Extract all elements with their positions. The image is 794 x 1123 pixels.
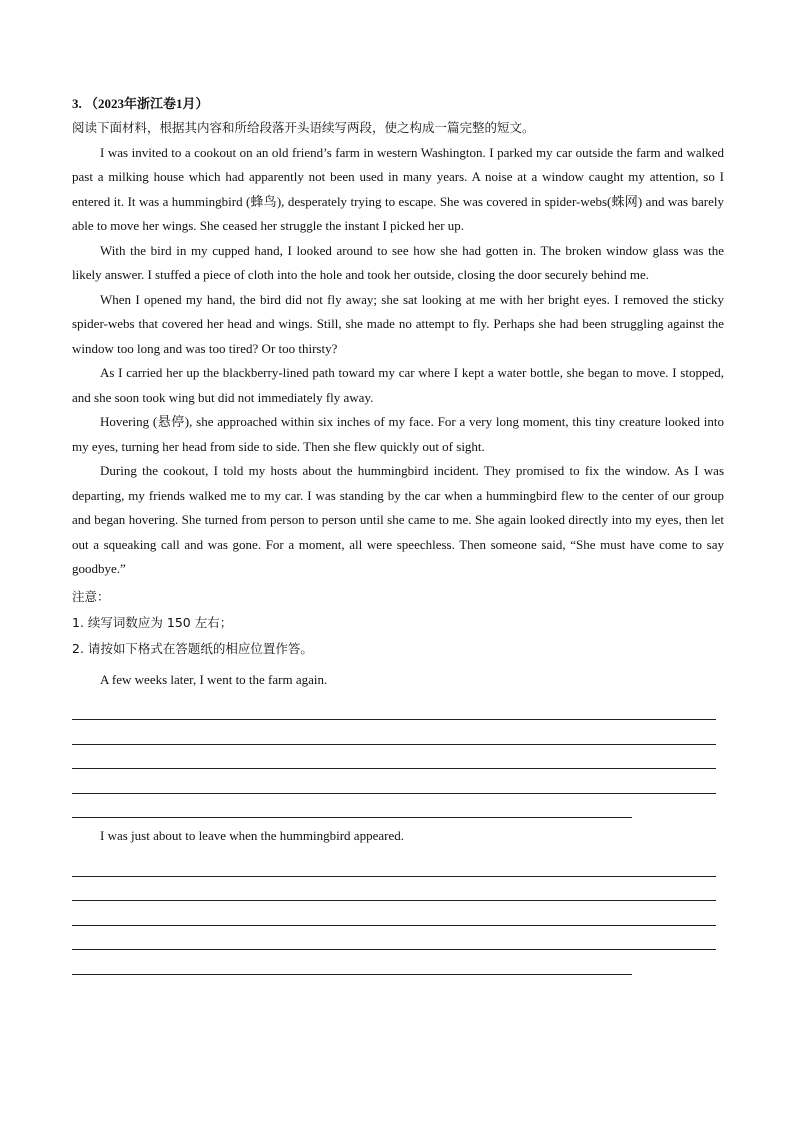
answer-line[interactable] <box>72 926 716 951</box>
question-source: （2023年浙江卷1月） <box>85 96 209 111</box>
answer-line[interactable] <box>72 950 632 975</box>
answer-line[interactable] <box>72 769 716 794</box>
answer-line[interactable] <box>72 794 632 819</box>
note-item-2: 2. 请按如下格式在答题纸的相应位置作答。 <box>72 640 313 656</box>
question-header <box>72 92 724 116</box>
passage-paragraph-4: As I carried her up the blackberry-lined path toward my car where I kept a water bottle, she began to move. I stopped, and she soon took wing but did not immediately fly away. <box>72 365 724 405</box>
paragraph-starter-1: A few weeks later, I went to the farm again. <box>100 671 328 687</box>
answer-lines-1[interactable] <box>72 696 724 819</box>
answer-line[interactable] <box>72 901 716 926</box>
answer-line[interactable] <box>72 877 716 902</box>
passage-paragraph-1: I was invited to a cookout on an old friend’s farm in western Washington. I parked my car outside the farm and walked past a milking house which had apparently not been used in many years. A noise at a window caught my attention, so I entered it. It was a hummingbird (蜂鸟), desperately trying to escape. She was covered in spider-webs(蛛网) and was barely able to move her wings. She ceased her struggle the instant I picked her up. <box>72 144 724 233</box>
document-page <box>72 92 724 975</box>
question-number: 3. <box>72 96 82 111</box>
answer-line[interactable] <box>72 852 716 877</box>
passage-paragraph-6: During the cookout, I told my hosts about the hummingbird incident. They promised to fix the window. As I was departing, my friends walked me to my car. I was standing by the car when a hummingbird flew to the center of our group and began hovering. She turned from person to person until she came to me. She again looked directly into my eyes, then let out a squeaking call and was gone. For a moment, all were speechless. Then someone said, “She must have come to say goodbye.” <box>72 463 724 576</box>
passage-paragraph-5: Hovering (悬停), she approached within six inches of my face. For a very long moment, this tiny creature looked into my eyes, turning her head from side to side. Then she flew quickly out of sight. <box>72 414 724 454</box>
passage-paragraph-2: With the bird in my cupped hand, I looked around to see how she had gotten in. The broken window glass was the likely answer. I stuffed a piece of cloth into the hole and took her outside, closing the door securely behind me. <box>72 242 724 282</box>
notes-title: 注意： <box>72 588 110 604</box>
notes-section <box>72 584 724 662</box>
paragraph-starter-2: I was just about to leave when the hummingbird appeared. <box>100 828 404 843</box>
answer-line[interactable] <box>72 720 716 745</box>
instruction-text: 阅读下面材料，根据其内容和所给段落开头语续写两段，使之构成一篇完整的短文。 <box>72 120 535 135</box>
answer-line[interactable] <box>72 696 716 721</box>
reading-passage <box>72 141 724 582</box>
answer-line[interactable] <box>72 745 716 770</box>
answer-lines-2[interactable] <box>72 852 724 975</box>
note-item-1: 1. 续写词数应为 150 左右； <box>72 614 233 630</box>
passage-paragraph-3: When I opened my hand, the bird did not fly away; she sat looking at me with her bright eyes. I removed the sticky spider-webs that covered her head and wings. Still, she made no attempt to fly. Perhaps she had been struggling against the window too long and was too tired? Or too thirsty? <box>72 291 724 356</box>
